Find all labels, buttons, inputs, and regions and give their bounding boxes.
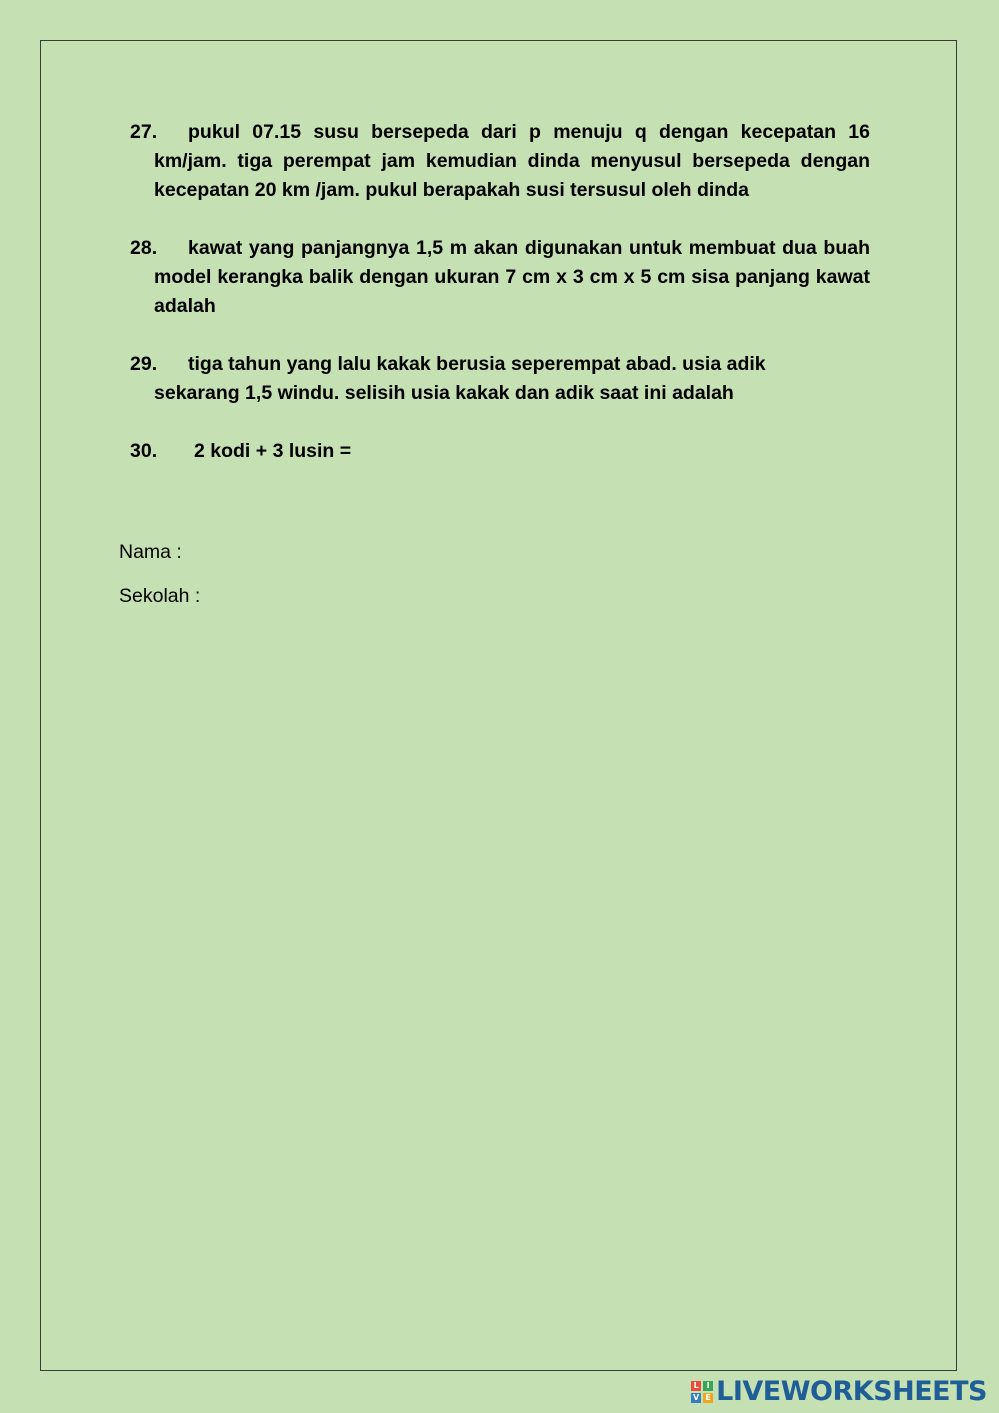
logo-letter: I — [703, 1381, 713, 1391]
question-number: 29. — [130, 353, 158, 375]
logo-letter: V — [693, 1392, 700, 1402]
liveworksheets-logo-icon — [691, 1381, 713, 1403]
question-text: tiga tahun yang lalu kakak berusia seperempat abad. usia adik sekarang 1,5 windu. selisih usia kakak dan adik saat ini adalah — [154, 353, 766, 404]
brand-text: LIVEWORKSHEETS — [716, 1376, 987, 1407]
question-27 — [130, 118, 870, 205]
question-text: kawat yang panjangnya 1,5 m akan digunakan untuk membuat dua buah model kerangka balik dengan ukuran 7 cm x 3 cm x 5 cm sisa panjang kawat adalah — [154, 237, 870, 317]
question-29 — [130, 350, 826, 408]
question-text: 2 kodi + 3 lusin = — [194, 440, 352, 462]
question-number: 27. — [130, 121, 158, 143]
question-30 — [130, 437, 870, 466]
question-number: 30. — [130, 440, 158, 462]
question-text: pukul 07.15 susu bersepeda dari p menuju q dengan kecepatan 16 km/jam. tiga perempat jam kemudian dinda menyusul bersepeda dengan kecepatan 20 km /jam. pukul berapakah susi tersusul oleh dinda — [154, 121, 870, 201]
liveworksheets-brand[interactable] — [691, 1378, 987, 1405]
question-number: 28. — [130, 237, 158, 259]
question-list — [130, 118, 870, 495]
question-28 — [130, 234, 870, 321]
school-label: Sekolah : — [119, 585, 201, 607]
logo-letter: E — [703, 1393, 713, 1403]
logo-letter: L — [691, 1381, 701, 1391]
name-label: Nama : — [119, 541, 182, 563]
